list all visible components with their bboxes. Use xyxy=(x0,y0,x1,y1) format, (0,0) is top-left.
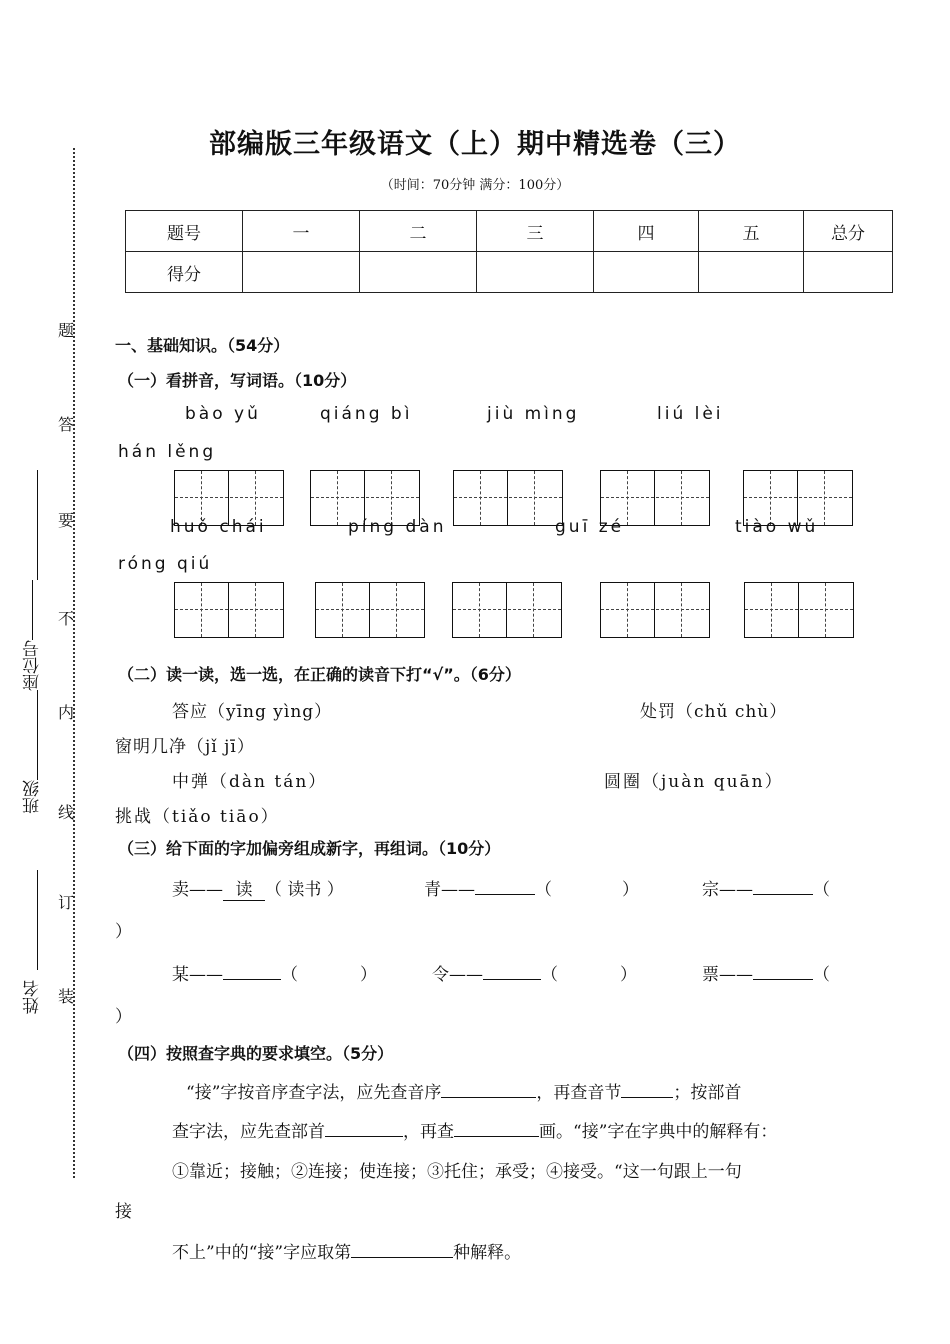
score-input-cell[interactable] xyxy=(477,252,594,293)
radical-item[interactable]: 宗—— （ xyxy=(702,880,830,900)
writing-grid[interactable] xyxy=(315,582,425,638)
radical-item[interactable]: 某—— （ ） xyxy=(172,965,377,985)
question-heading: （一）看拼音，写词语。（10分） xyxy=(118,371,357,390)
warning-char: 题 xyxy=(58,321,75,340)
score-table xyxy=(125,210,893,293)
warning-char: 要 xyxy=(58,511,75,530)
warning-char: 答 xyxy=(58,415,75,434)
writing-grid[interactable] xyxy=(453,470,563,526)
pinyin-prompt: hán lěng xyxy=(118,442,217,462)
reading-item[interactable]: 圆圈（juàn quān） xyxy=(604,772,784,792)
page-subtitle: （时间：70分钟 满分：100分） xyxy=(380,178,570,193)
class-line xyxy=(37,690,38,780)
warning-char: 内 xyxy=(58,703,75,722)
dictionary-line[interactable]: “接”字按音序查字法，应先查音序 ，再查音节 ；按部首 xyxy=(186,1083,742,1103)
pinyin-prompt: huǒ chái xyxy=(170,517,267,537)
pinyin-prompt: tiào wǔ xyxy=(735,517,819,537)
score-input-cell[interactable] xyxy=(804,252,893,293)
score-input-cell[interactable] xyxy=(594,252,699,293)
writing-grid[interactable] xyxy=(600,582,710,638)
reading-item[interactable]: 中弹（dàn tán） xyxy=(172,772,328,792)
radical-item[interactable]: 票—— （ xyxy=(702,965,830,985)
reading-item[interactable]: 答应（yīng yìng） xyxy=(172,702,333,722)
page-title: 部编版三年级语文（上）期中精选卷（三） xyxy=(209,129,741,160)
score-input-cell[interactable] xyxy=(360,252,477,293)
pinyin-prompt: guī zé xyxy=(555,517,625,537)
writing-grid[interactable] xyxy=(174,582,284,638)
pinyin-prompt: jiù mìng xyxy=(487,404,580,424)
reading-item[interactable]: 挑战（tiǎo tiāo） xyxy=(115,807,280,827)
seat-number-line xyxy=(37,470,38,580)
warning-char: 线 xyxy=(58,803,75,822)
table-cell: 三 xyxy=(477,211,594,252)
writing-grid[interactable] xyxy=(744,582,854,638)
writing-grid[interactable] xyxy=(452,582,562,638)
pinyin-prompt: píng dàn xyxy=(348,517,447,537)
seat-number-label: 座位号 xyxy=(20,580,45,691)
pinyin-prompt: bào yǔ xyxy=(185,404,261,424)
warning-char: 订 xyxy=(58,893,75,912)
reading-item[interactable]: 窗明几净（jǐ jī） xyxy=(115,737,255,757)
table-cell: 五 xyxy=(699,211,804,252)
dictionary-line[interactable]: 不上”中的“接”字应取第 种解释。 xyxy=(172,1243,522,1263)
pinyin-prompt: liú lèi xyxy=(657,404,724,424)
warning-char: 不 xyxy=(58,609,75,628)
pinyin-prompt: róng qiú xyxy=(118,554,213,574)
name-label: 姓名 xyxy=(23,980,43,1014)
radical-item[interactable]: 青—— （ ） xyxy=(424,880,639,900)
section-heading: 一、基础知识。（54分） xyxy=(115,336,290,355)
radical-item[interactable]: 令—— （ ） xyxy=(432,965,637,985)
table-cell: 题号 xyxy=(126,211,243,252)
dictionary-line: ①靠近；接触；②连接；使连接；③托住；承受；④接受。“这一句跟上一句 xyxy=(172,1162,742,1182)
binding-dotted-line xyxy=(73,148,75,1178)
name-line xyxy=(37,870,38,970)
dictionary-line: 接 xyxy=(115,1202,132,1222)
score-input-cell[interactable] xyxy=(243,252,360,293)
dictionary-line[interactable]: 查字法，应先查部首 ，再查 画。“接”字在字典中的解释有： xyxy=(172,1122,778,1142)
reading-item[interactable]: 处罚（chǔ chù） xyxy=(640,702,788,722)
paren-close: ） xyxy=(115,1007,132,1027)
table-cell: 得分 xyxy=(126,252,243,293)
question-heading: （二）读一读，选一选，在正确的读音下打“√”。（6分） xyxy=(118,665,521,684)
class-label: 班级 xyxy=(23,780,43,814)
paren-close: ） xyxy=(115,922,132,942)
table-cell: 二 xyxy=(360,211,477,252)
question-heading: （四）按照查字典的要求填空。（5分） xyxy=(118,1044,394,1063)
question-heading: （三）给下面的字加偏旁组成新字，再组词。（10分） xyxy=(118,839,501,858)
warning-char: 装 xyxy=(58,987,75,1006)
score-input-cell[interactable] xyxy=(699,252,804,293)
table-cell: 四 xyxy=(594,211,699,252)
table-cell: 一 xyxy=(243,211,360,252)
table-cell: 总分 xyxy=(804,211,893,252)
example-item: 卖—— 读 （ 读书 ） xyxy=(172,875,344,901)
pinyin-prompt: qiáng bì xyxy=(320,404,413,424)
